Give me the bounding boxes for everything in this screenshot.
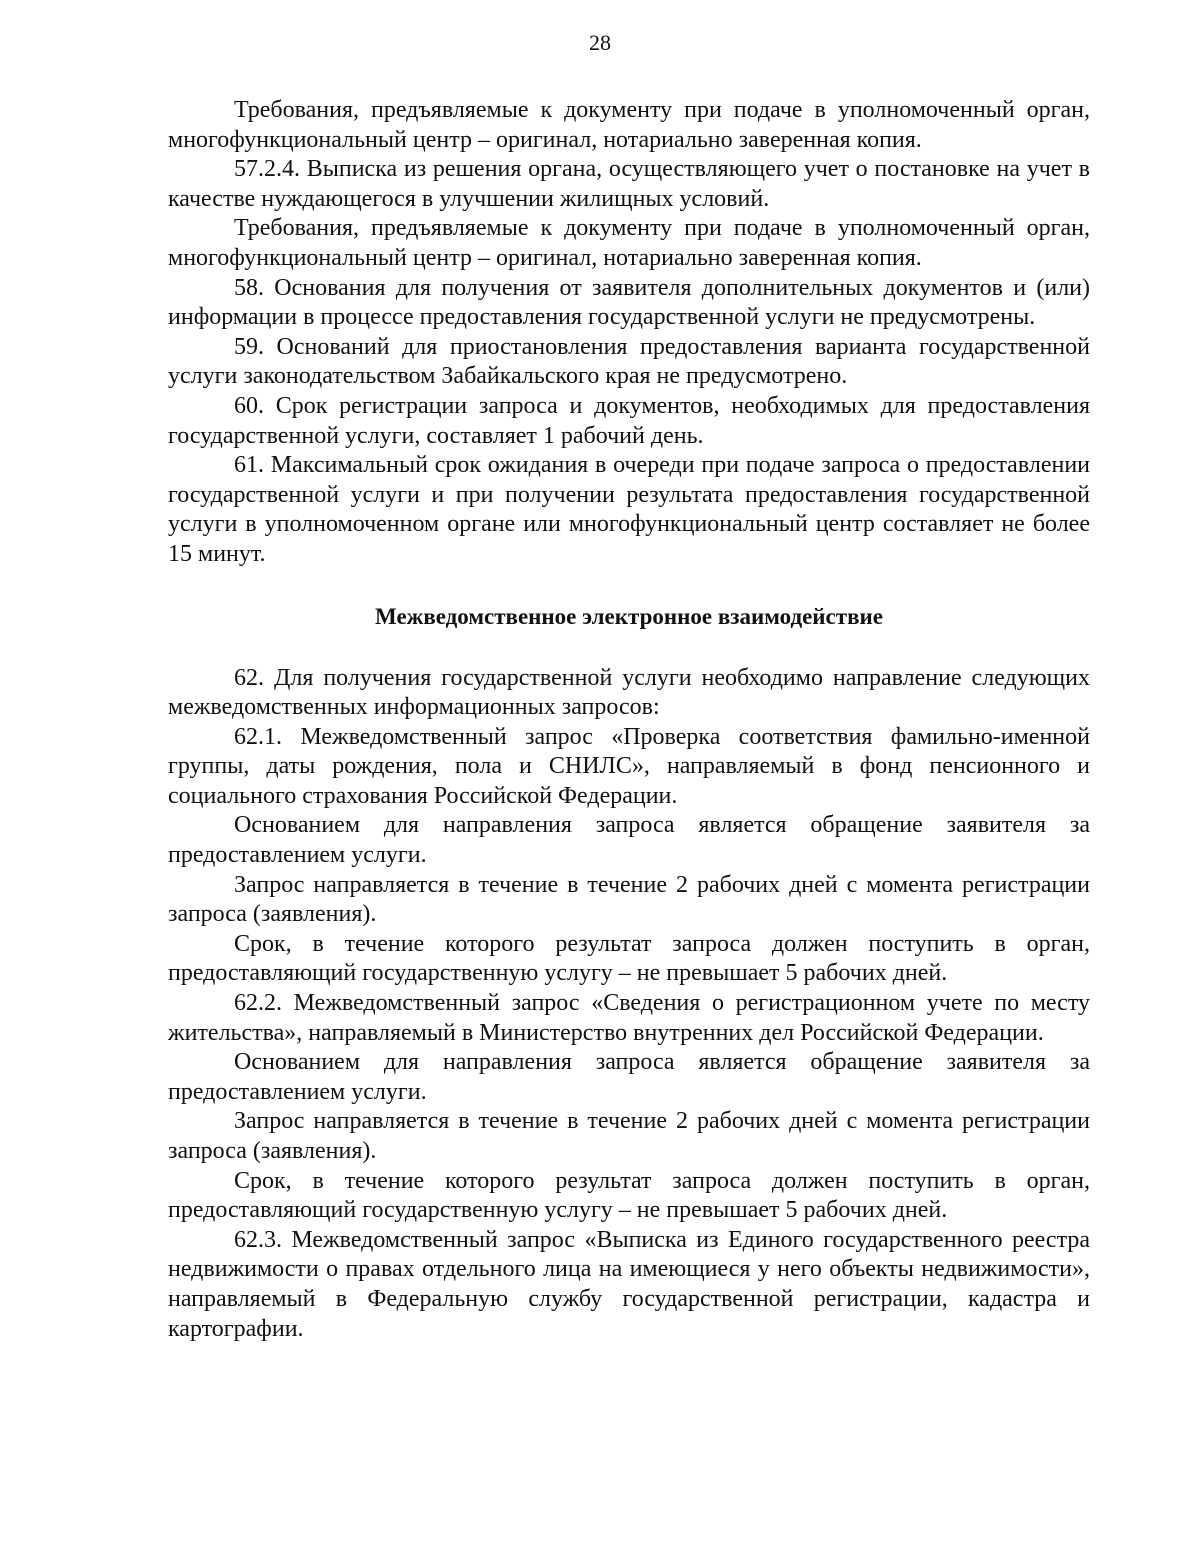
paragraph: 62.3. Межведомственный запрос «Выписка из Единого государственного реестра недвижимости о правах отдельного лица на имеющиеся у него объекты недвижимости», направляемый в Федеральную службу государственной регистрации, кадастра и картографии. <box>168 1226 1090 1342</box>
paragraph: 60. Срок регистрации запроса и документов, необходимых для предоставления государственной услуги, составляет 1 рабочий день. <box>168 392 1090 449</box>
paragraph: Требования, предъявляемые к документу при подаче в уполномоченный орган, многофункциональный центр – оригинал, нотариально заверенная копия. <box>168 215 1090 271</box>
paragraph: 58. Основания для получения от заявителя дополнительных документов и (или) информации в процессе предоставления государственной услуги не предусмотрены. <box>168 274 1090 331</box>
paragraph: Запрос направляется в течение в течение 2 рабочих дней с момента регистрации запроса (заявления). <box>168 1108 1090 1164</box>
paragraph: Требования, предъявляемые к документу при подаче в уполномоченный орган, многофункциональный центр – оригинал, нотариально заверенная копия. <box>168 97 1090 153</box>
paragraph: 57.2.4. Выписка из решения органа, осуществляющего учет о постановке на учет в качестве нуждающегося в улучшении жилищных условий. <box>168 156 1090 212</box>
paragraph: 61. Максимальный срок ожидания в очереди при подаче запроса о предоставлении государственной услуги и при получении результата предоставления государственной услуги в уполномоченном органе или многофункциональный центр составляет не более 15 минут. <box>168 452 1090 567</box>
paragraph: Основанием для направления запроса является обращение заявителя за предоставлением услуги. <box>168 1049 1090 1105</box>
section-heading: Межведомственное электронное взаимодействие <box>375 603 883 629</box>
paragraph: Срок, в течение которого результат запроса должен поступить в орган, предоставляющий государственную услугу – не превышает 5 рабочих дней. <box>168 1167 1090 1224</box>
paragraph: 62. Для получения государственной услуги необходимо направление следующих межведомственных информационных запросов: <box>168 664 1090 721</box>
paragraph: 62.1. Межведомственный запрос «Проверка соответствия фамильно-именной группы, даты рождения, пола и СНИЛС», направляемый в фонд пенсионного и социального страхования Российской Федерации. <box>168 723 1090 809</box>
paragraph: 59. Оснований для приостановления предоставления варианта государственной услуги законодательством Забайкальского края не предусмотрено. <box>168 333 1090 390</box>
page-number: 28 <box>589 30 611 55</box>
paragraph: Основанием для направления запроса является обращение заявителя за предоставлением услуги. <box>168 812 1090 869</box>
paragraph: Запрос направляется в течение в течение 2 рабочих дней с момента регистрации запроса (заявления). <box>168 871 1090 928</box>
document-body <box>168 96 1090 1344</box>
paragraph: Срок, в течение которого результат запроса должен поступить в орган, предоставляющий государственную услугу – не превышает 5 рабочих дней. <box>168 930 1090 987</box>
paragraph: 62.2. Межведомственный запрос «Сведения о регистрационном учете по месту жительства», направляемый в Министерство внутренних дел Российской Федерации. <box>168 990 1090 1046</box>
